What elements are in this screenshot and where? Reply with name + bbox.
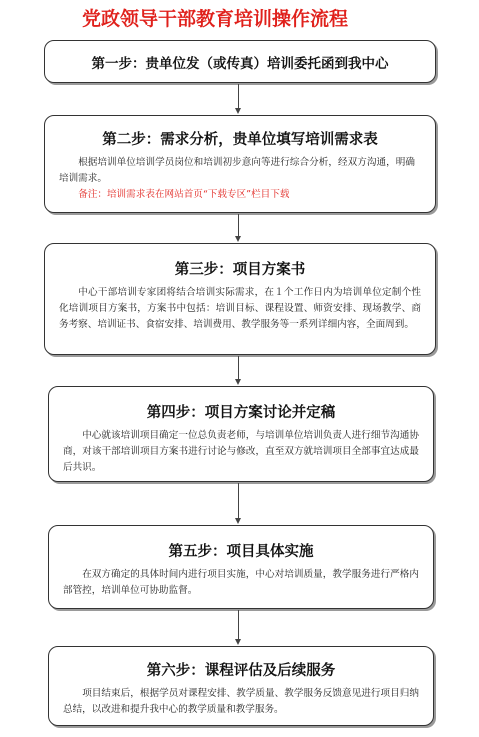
step-1-box xyxy=(44,40,436,83)
step-2-description: 根据培训单位培训学员岗位和培训初步意向等进行综合分析，经双方沟通，明确培训需求。 xyxy=(59,157,415,184)
step-2-note: 备注：培训需求表在网站首页“下载专区”栏目下载 xyxy=(78,189,290,200)
connector-arrow-1 xyxy=(238,84,239,108)
step-5-box xyxy=(48,525,434,609)
step-4-title: 第四步：项目方案讨论并定稿 xyxy=(146,405,336,421)
arrow-head-4 xyxy=(235,518,241,524)
step-6-description: 项目结束后，根据学员对课程安排、教学质量、教学服务反馈意见进行项目归纳总结，以改进和提升我中心的教学质量和教学服务。 xyxy=(63,688,419,715)
step-3-title: 第三步：项目方案书 xyxy=(174,262,306,278)
step-1-title: 第一步：贵单位发（或传真）培训委托函到我中心 xyxy=(91,56,389,72)
step-3-description: 中心干部培训专家团将结合培训实际需求，在１个工作日内为培训单位定制个性化培训项目方案书，方案书中包括：培训目标、课程设置、师资安排、现场教学、商务考察、培训证书、食宿安排、培训费用、教学服务等一系列详细内容，全面周到。 xyxy=(59,287,421,330)
connector-arrow-5 xyxy=(238,610,239,639)
step-6-title: 第六步：课程评估及后续服务 xyxy=(146,663,336,679)
arrow-head-2 xyxy=(235,236,241,242)
arrow-head-5 xyxy=(235,639,241,645)
arrow-head-1 xyxy=(235,108,241,114)
connector-arrow-4 xyxy=(238,483,239,518)
step-5-description: 在双方确定的具体时间内进行项目实施，中心对培训质量，教学服务进行严格内部管控，培训单位可协助监督。 xyxy=(63,569,419,596)
connector-arrow-3 xyxy=(238,356,239,379)
arrow-head-3 xyxy=(235,379,241,385)
step-2-title: 第二步：需求分析，贵单位填写培训需求表 xyxy=(102,132,378,148)
step-4-box xyxy=(48,386,434,482)
step-4-description: 中心就该培训项目确定一位总负责老师，与培训单位培训负责人进行细节沟通协商，对该干部培训项目方案书进行讨论与修改，直至双方就培训项目全部事宜达成最后共识。 xyxy=(63,430,419,473)
step-5-title: 第五步：项目具体实施 xyxy=(168,544,314,560)
page-title: 党政领导干部教育培训操作流程 xyxy=(82,8,349,30)
step-3-box xyxy=(44,243,436,355)
step-2-box xyxy=(44,115,436,213)
step-6-box xyxy=(48,646,434,726)
connector-arrow-2 xyxy=(238,214,239,236)
